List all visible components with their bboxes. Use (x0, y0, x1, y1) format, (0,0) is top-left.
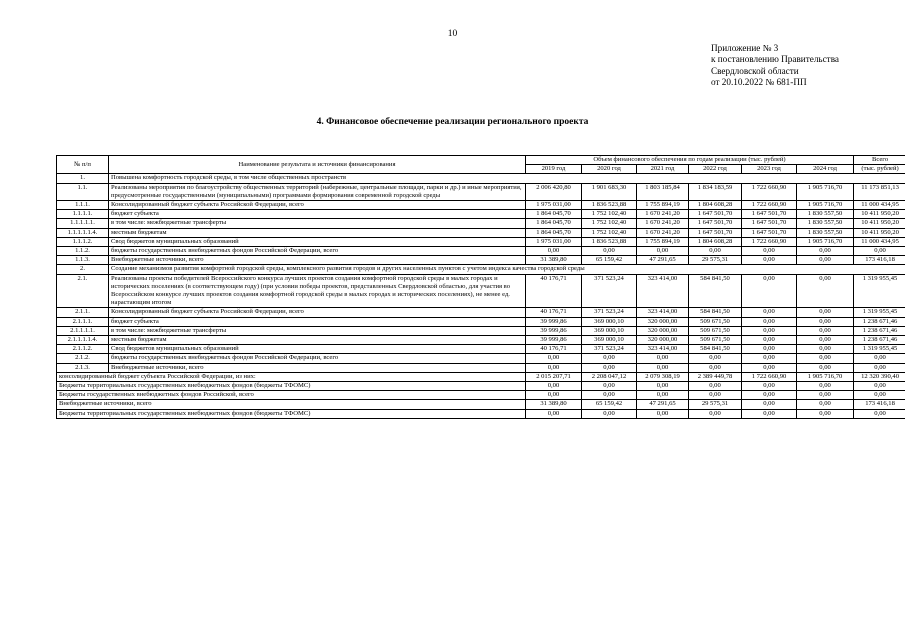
row-number: 1.1.1.1.1.4. (57, 228, 109, 237)
row-number: 1.1.1.1.1. (57, 219, 109, 228)
value-cell: 1 670 241,20 (637, 210, 689, 219)
value-cell: 1 830 557,50 (797, 210, 854, 219)
value-cell: 39 999,86 (526, 336, 582, 345)
table-row (57, 256, 905, 265)
table-row (57, 247, 905, 256)
table-row (57, 345, 905, 354)
row-name: местным бюджетам (109, 228, 526, 237)
value-total: 12 320 390,40 (854, 372, 905, 381)
value-cell: 0,00 (582, 247, 637, 256)
value-cell: 1 722 660,90 (742, 201, 797, 210)
table-row (57, 372, 905, 381)
row-number: 2.1.1.1.1. (57, 326, 109, 335)
value-cell: 1 722 660,90 (742, 183, 797, 200)
value-cell: 0,00 (742, 354, 797, 363)
value-cell: 1 722 660,90 (742, 372, 797, 381)
summary-label: Бюджеты территориальных государственных внебюджетных фондов (бюджеты ТФОМС) (57, 382, 526, 391)
value-cell: 1 647 501,70 (742, 210, 797, 219)
table-row (57, 317, 905, 326)
row-number: 2.1.1. (57, 308, 109, 317)
value-cell: 40 176,71 (526, 345, 582, 354)
summary-label: консолидированный бюджет субъекта Российской Федерации, из них: (57, 372, 526, 381)
table-row (57, 400, 905, 409)
table-row (57, 265, 905, 274)
value-cell: 1 647 501,70 (742, 228, 797, 237)
row-number: 1.1.1.1. (57, 210, 109, 219)
value-cell: 1 905 716,70 (797, 237, 854, 246)
value-cell: 2 006 420,80 (526, 183, 582, 200)
appendix-line: к постановлению Правительства (711, 54, 839, 65)
value-cell: 29 575,31 (689, 400, 742, 409)
row-name: бюджет субъекта (109, 210, 526, 219)
row-number: 2. (57, 265, 109, 274)
value-cell: 29 575,31 (689, 256, 742, 265)
value-total: 11 000 434,95 (854, 237, 905, 246)
value-cell: 369 000,10 (582, 317, 637, 326)
value-cell: 0,00 (797, 326, 854, 335)
value-cell: 0,00 (742, 382, 797, 391)
row-number: 2.1. (57, 274, 109, 308)
value-total: 11 000 434,95 (854, 201, 905, 210)
value-cell: 1 804 608,28 (689, 237, 742, 246)
value-cell: 1 803 185,84 (637, 183, 689, 200)
value-total: 10 411 950,20 (854, 219, 905, 228)
value-total: 0,00 (854, 247, 905, 256)
page-number: 10 (447, 29, 458, 39)
row-name: местным бюджетам (109, 336, 526, 345)
value-cell: 0,00 (582, 363, 637, 372)
value-cell: 0,00 (742, 317, 797, 326)
value-total: 173 416,18 (854, 400, 905, 409)
header-name: Наименование результата и источники финансирования (109, 156, 526, 174)
row-number: 2.1.2. (57, 354, 109, 363)
value-cell: 2 389 449,78 (689, 372, 742, 381)
row-name: Реализованы проекты победителей Всероссийского конкурса лучших проектов создания комфортной городской среды в малых городах и исторических поселениях (в соответствующем году) (при условии победы проектов, представленных Свердловской областью, для участия во Всероссийском конкурсе лучших проектов создания комфортной городской среды в малых городах и исторических поселениях), не менее ед. нарастающим итогом (109, 274, 526, 308)
value-cell: 1 905 716,70 (797, 201, 854, 210)
summary-label: Бюджеты территориальных государственных внебюджетных фондов (бюджеты ТФОМС) (57, 409, 526, 418)
appendix-line: Приложение № 3 (711, 43, 779, 53)
value-total: 10 411 950,20 (854, 228, 905, 237)
value-cell: 0,00 (797, 382, 854, 391)
appendix-line: Свердловской области (711, 65, 799, 76)
financing-table (56, 155, 905, 419)
summary-label: Бюджеты государственных внебюджетных фондов Российской, всего (57, 391, 526, 400)
value-total: 11 173 851,13 (854, 183, 905, 200)
value-cell: 509 671,50 (689, 336, 742, 345)
value-total: 1 238 671,46 (854, 317, 905, 326)
value-cell: 40 176,71 (526, 274, 582, 308)
table-row (57, 219, 905, 228)
value-cell: 1 834 183,59 (689, 183, 742, 200)
value-cell: 39 999,86 (526, 317, 582, 326)
value-cell: 509 671,50 (689, 326, 742, 335)
row-name: Консолидированный бюджет субъекта Российской Федерации, всего (109, 308, 526, 317)
value-cell: 1 830 557,50 (797, 228, 854, 237)
row-number: 1.1.1.2. (57, 237, 109, 246)
value-cell: 0,00 (637, 247, 689, 256)
value-cell: 0,00 (637, 354, 689, 363)
value-cell: 1 901 683,30 (582, 183, 637, 200)
value-cell: 65 159,42 (582, 400, 637, 409)
row-name: бюджеты государственных внебюджетных фондов Российской Федерации, всего (109, 354, 526, 363)
value-cell: 0,00 (689, 382, 742, 391)
value-cell: 1 905 716,70 (797, 372, 854, 381)
header-row (57, 156, 905, 165)
row-number: 2.1.1.1. (57, 317, 109, 326)
value-cell: 0,00 (797, 256, 854, 265)
row-name: Свод бюджетов муниципальных образований (109, 345, 526, 354)
header-total: Всего (854, 156, 905, 165)
value-cell: 0,00 (742, 256, 797, 265)
value-cell: 0,00 (742, 409, 797, 418)
value-cell: 0,00 (797, 247, 854, 256)
value-cell: 1 905 716,70 (797, 183, 854, 200)
value-cell: 0,00 (526, 354, 582, 363)
value-total: 0,00 (854, 354, 905, 363)
value-total: 0,00 (854, 391, 905, 400)
value-cell: 0,00 (637, 409, 689, 418)
row-number: 1.1.3. (57, 256, 109, 265)
value-total: 1 238 671,46 (854, 326, 905, 335)
value-cell: 584 841,50 (689, 345, 742, 354)
row-name: бюджет субъекта (109, 317, 526, 326)
value-cell: 1 830 557,50 (797, 219, 854, 228)
value-cell: 369 000,10 (582, 336, 637, 345)
table-row (57, 201, 905, 210)
table-row (57, 210, 905, 219)
table-row (57, 228, 905, 237)
value-cell: 1 670 241,20 (637, 228, 689, 237)
value-cell: 0,00 (742, 345, 797, 354)
value-cell: 1 864 045,70 (526, 228, 582, 237)
value-cell: 0,00 (689, 409, 742, 418)
value-total: 0,00 (854, 382, 905, 391)
header-num: № п/п (57, 156, 109, 174)
value-total: 1 319 955,45 (854, 345, 905, 354)
value-cell: 323 414,00 (637, 274, 689, 308)
value-cell: 65 159,42 (582, 256, 637, 265)
value-cell: 0,00 (797, 345, 854, 354)
value-cell: 31 389,80 (526, 400, 582, 409)
header-year: 2019 год (526, 165, 582, 174)
row-number: 1.1. (57, 183, 109, 200)
value-cell: 0,00 (742, 363, 797, 372)
value-cell: 1 836 523,88 (582, 201, 637, 210)
value-cell: 47 291,65 (637, 400, 689, 409)
value-cell: 0,00 (582, 354, 637, 363)
value-cell: 0,00 (526, 409, 582, 418)
table-body (57, 174, 905, 418)
row-name: Внебюджетные источники, всего (109, 256, 526, 265)
value-cell: 0,00 (797, 317, 854, 326)
value-cell: 0,00 (582, 382, 637, 391)
value-cell: 0,00 (742, 336, 797, 345)
row-name: Свод бюджетов муниципальных образований (109, 237, 526, 246)
value-cell: 1 804 608,28 (689, 201, 742, 210)
row-number: 1.1.2. (57, 247, 109, 256)
value-cell: 0,00 (637, 363, 689, 372)
header-total-unit: (тыс. рублей) (854, 165, 905, 174)
value-cell: 2 079 308,19 (637, 372, 689, 381)
value-cell: 0,00 (689, 247, 742, 256)
value-cell: 1 647 501,70 (689, 219, 742, 228)
value-total: 1 238 671,46 (854, 336, 905, 345)
table-row (57, 363, 905, 372)
table-row (57, 391, 905, 400)
table-row (57, 237, 905, 246)
value-cell: 0,00 (742, 391, 797, 400)
value-total: 0,00 (854, 363, 905, 372)
row-name: Консолидированный бюджет субъекта Российской Федерации, всего (109, 201, 526, 210)
row-name: в том числе: межбюджетные трансферты (109, 219, 526, 228)
header-volume: Объем финансового обеспечения по годам реализации (тыс. рублей) (526, 156, 854, 165)
summary-label: Внебюджетные источники, всего (57, 400, 526, 409)
value-cell: 1 752 102,40 (582, 228, 637, 237)
value-cell: 0,00 (797, 354, 854, 363)
value-cell: 371 523,24 (582, 308, 637, 317)
value-cell: 1 647 501,70 (689, 210, 742, 219)
value-cell: 1 752 102,40 (582, 219, 637, 228)
value-cell: 1 752 102,40 (582, 210, 637, 219)
value-cell: 323 414,00 (637, 345, 689, 354)
value-cell: 0,00 (742, 326, 797, 335)
value-cell: 1 755 894,19 (637, 237, 689, 246)
value-total: 0,00 (854, 409, 905, 418)
header-year: 2020 год (582, 165, 637, 174)
row-name: бюджеты государственных внебюджетных фондов Российской Федерации, всего (109, 247, 526, 256)
value-cell: 1 647 501,70 (742, 219, 797, 228)
value-cell: 1 755 894,19 (637, 201, 689, 210)
value-cell: 0,00 (526, 247, 582, 256)
value-cell: 1 975 031,00 (526, 237, 582, 246)
value-cell: 320 000,00 (637, 336, 689, 345)
row-number: 2.1.3. (57, 363, 109, 372)
value-cell: 584 841,50 (689, 274, 742, 308)
table-row (57, 336, 905, 345)
section-title: 4. Финансовое обеспечение реализации регионального проекта (316, 117, 589, 127)
table-row (57, 354, 905, 363)
value-cell: 1 722 660,90 (742, 237, 797, 246)
value-cell: 320 000,00 (637, 317, 689, 326)
value-cell: 371 523,24 (582, 274, 637, 308)
value-cell: 0,00 (526, 363, 582, 372)
value-cell: 0,00 (797, 274, 854, 308)
row-name: в том числе: межбюджетные трансферты (109, 326, 526, 335)
value-cell: 320 000,00 (637, 326, 689, 335)
value-cell: 0,00 (797, 391, 854, 400)
value-cell: 0,00 (797, 336, 854, 345)
row-number: 1. (57, 174, 109, 183)
value-cell: 2 208 047,12 (582, 372, 637, 381)
section-heading: Повышена комфортность городской среды, в том числе общественных пространств (109, 174, 905, 183)
value-cell: 0,00 (689, 354, 742, 363)
table-row (57, 382, 905, 391)
row-name: Реализованы мероприятия по благоустройству общественных территорий (набережные, центральные площади, парки и др.) и иные мероприятия, предусмотренные государственными (муниципальными) программами формирования современной городской среды (109, 183, 526, 200)
value-cell: 31 389,80 (526, 256, 582, 265)
row-number: 2.1.1.2. (57, 345, 109, 354)
value-cell: 0,00 (797, 400, 854, 409)
value-cell: 1 864 045,70 (526, 219, 582, 228)
value-cell: 0,00 (582, 391, 637, 400)
section-heading: Создание механизмов развития комфортной городской среды, комплексного развития городов и других населенных пунктов с учетом индекса качества городской среды (109, 265, 905, 274)
table-row (57, 274, 905, 308)
value-cell: 47 291,65 (637, 256, 689, 265)
value-cell: 0,00 (742, 274, 797, 308)
value-cell: 369 000,10 (582, 326, 637, 335)
table-row (57, 308, 905, 317)
value-cell: 0,00 (637, 391, 689, 400)
value-cell: 2 015 207,71 (526, 372, 582, 381)
table-row (57, 174, 905, 183)
appendix-block (711, 43, 839, 88)
row-number: 2.1.1.1.1.4. (57, 336, 109, 345)
value-cell: 0,00 (742, 400, 797, 409)
value-cell: 1 836 523,88 (582, 237, 637, 246)
value-cell: 1 975 031,00 (526, 201, 582, 210)
value-cell: 0,00 (797, 308, 854, 317)
row-name: Внебюджетные источники, всего (109, 363, 526, 372)
value-cell: 1 670 241,20 (637, 219, 689, 228)
value-cell: 0,00 (526, 382, 582, 391)
value-cell: 0,00 (637, 382, 689, 391)
value-cell: 0,00 (797, 363, 854, 372)
value-cell: 1 864 045,70 (526, 210, 582, 219)
header-year: 2024 год (797, 165, 854, 174)
value-total: 10 411 950,20 (854, 210, 905, 219)
appendix-line: от 20.10.2022 № 681-ПП (711, 76, 807, 87)
value-cell: 0,00 (689, 391, 742, 400)
table-row (57, 326, 905, 335)
header-year: 2021 год (637, 165, 689, 174)
header-year: 2023 год (742, 165, 797, 174)
value-cell: 0,00 (797, 409, 854, 418)
value-total: 1 319 955,45 (854, 274, 905, 308)
value-cell: 0,00 (526, 391, 582, 400)
table-row (57, 183, 905, 200)
value-cell: 509 671,50 (689, 317, 742, 326)
value-cell: 0,00 (742, 308, 797, 317)
header-year: 2022 год (689, 165, 742, 174)
value-cell: 323 414,00 (637, 308, 689, 317)
value-cell: 371 523,24 (582, 345, 637, 354)
value-cell: 584 841,50 (689, 308, 742, 317)
row-number: 1.1.1. (57, 201, 109, 210)
value-cell: 1 647 501,70 (689, 228, 742, 237)
value-total: 173 416,18 (854, 256, 905, 265)
value-cell: 0,00 (689, 363, 742, 372)
value-cell: 39 999,86 (526, 326, 582, 335)
value-cell: 0,00 (582, 409, 637, 418)
value-cell: 40 176,71 (526, 308, 582, 317)
value-total: 1 319 955,45 (854, 308, 905, 317)
table-row (57, 409, 905, 418)
value-cell: 0,00 (742, 247, 797, 256)
